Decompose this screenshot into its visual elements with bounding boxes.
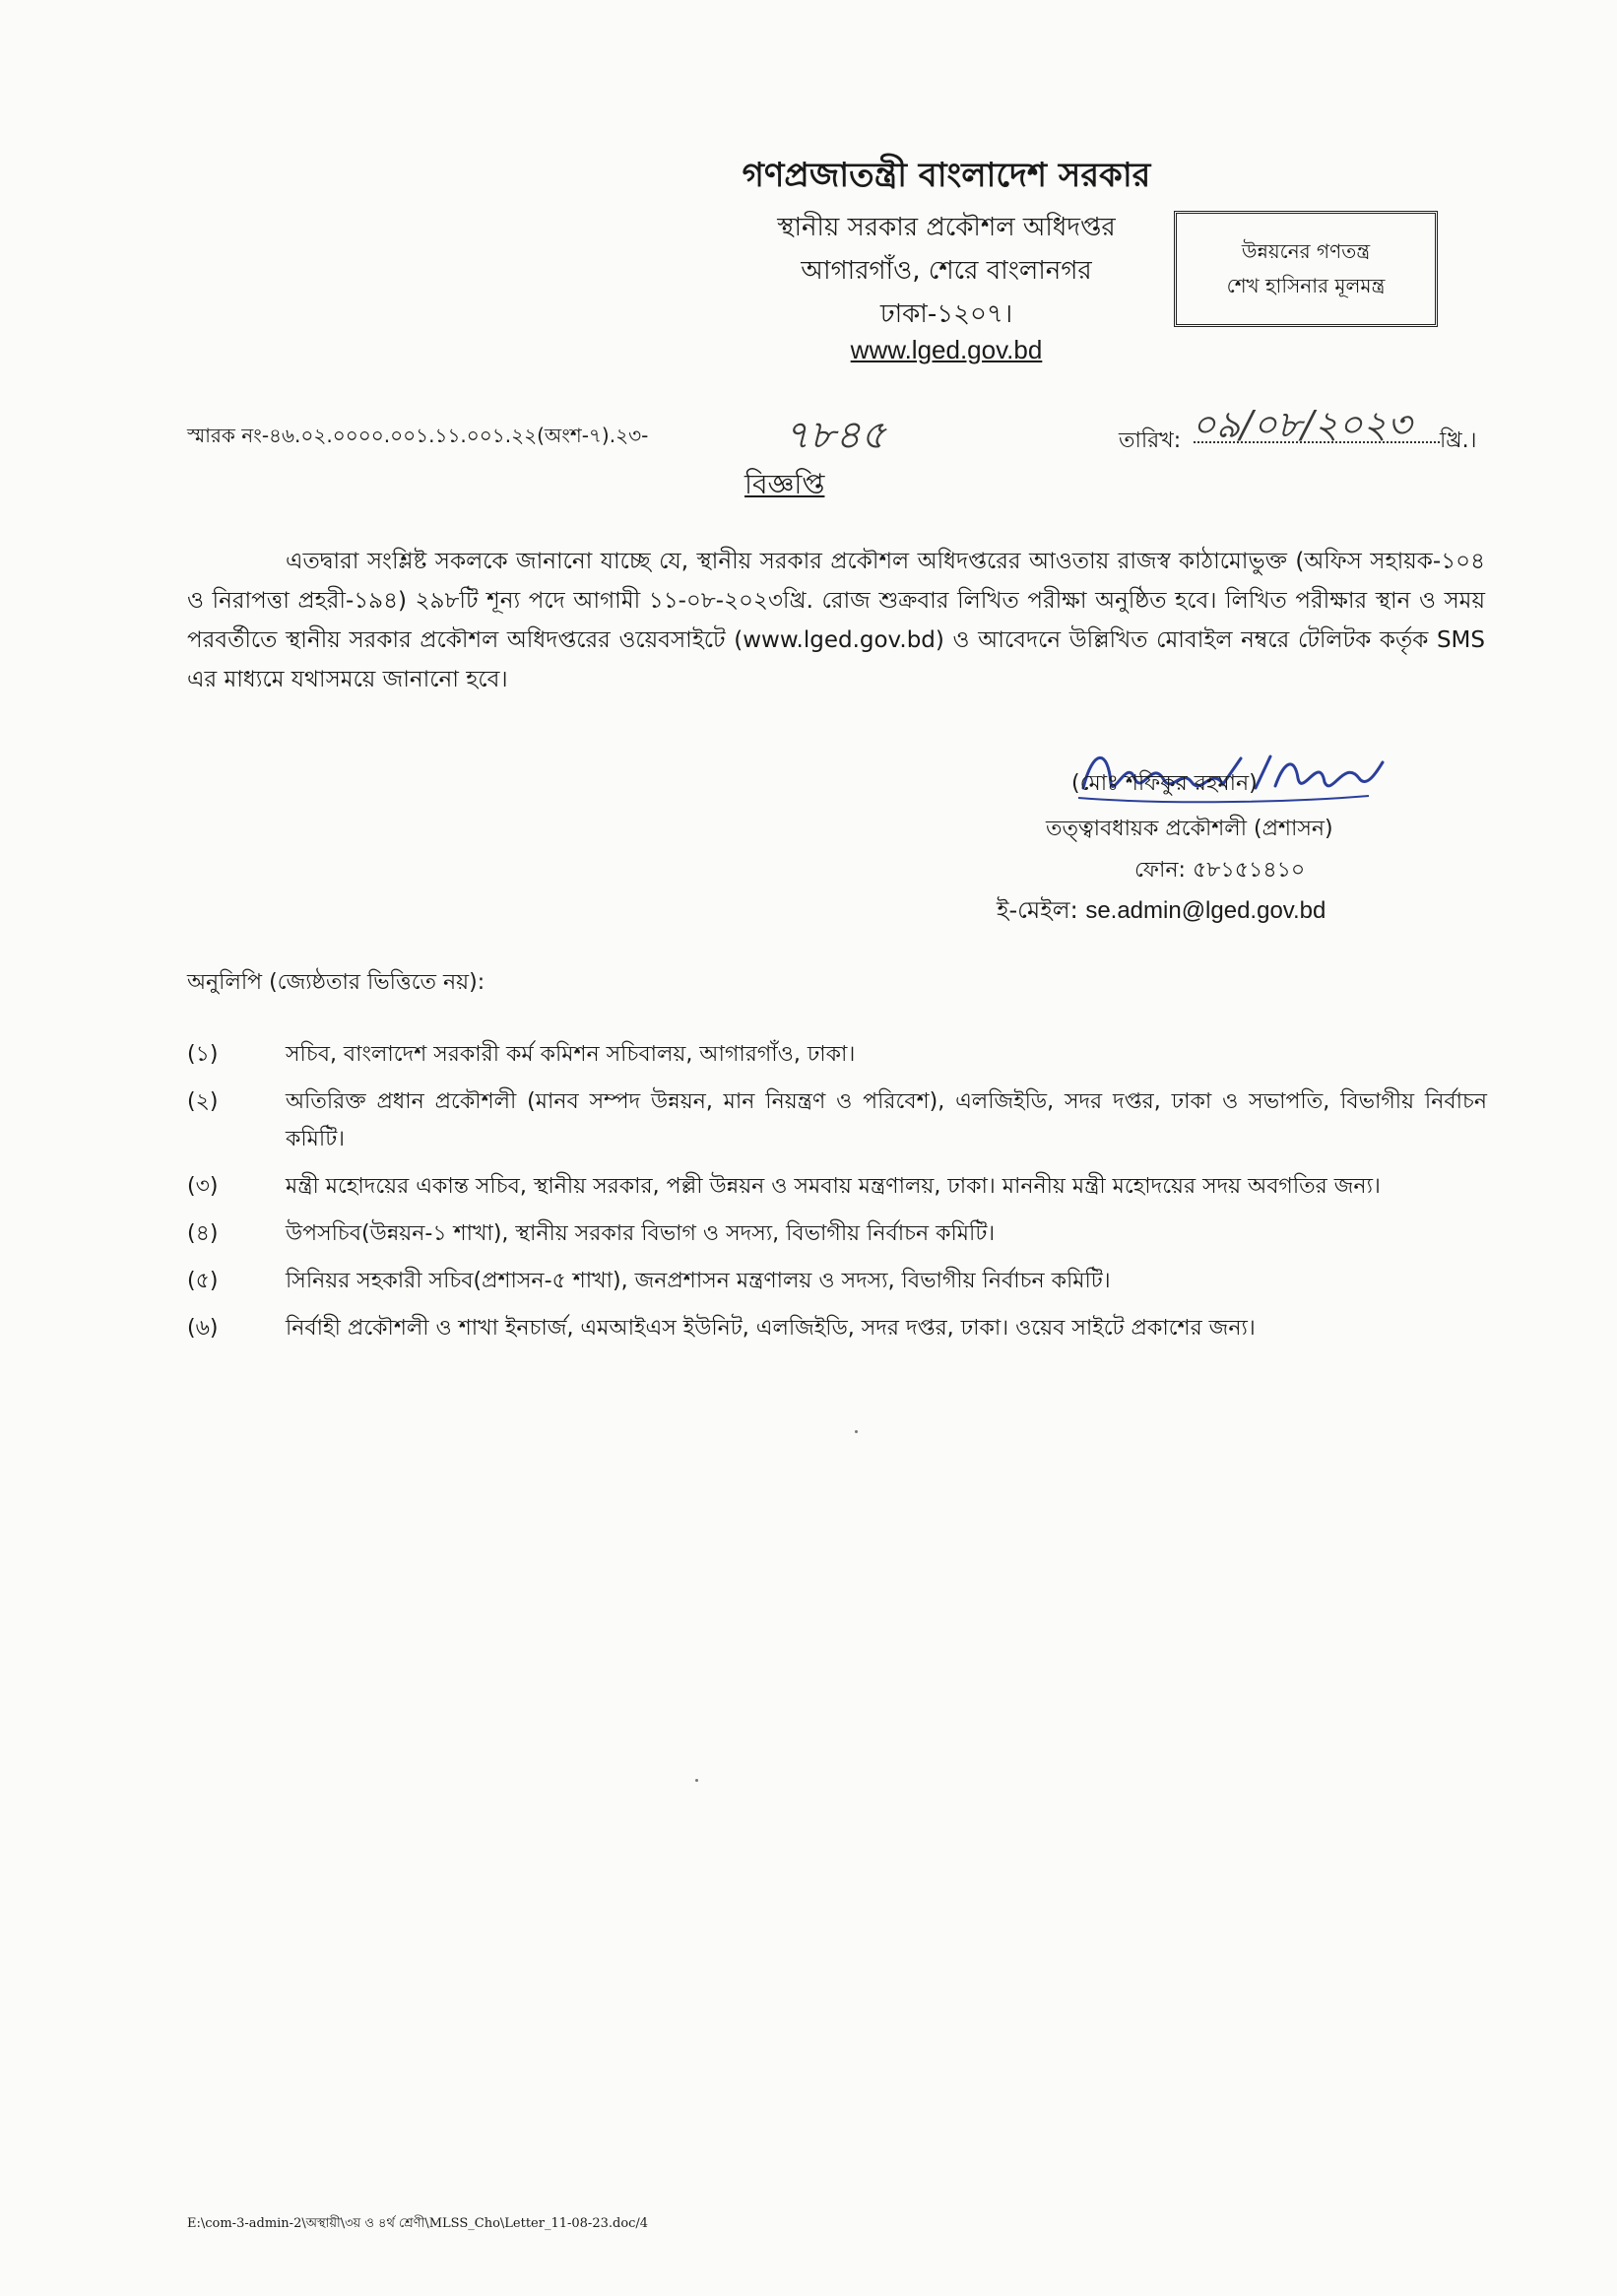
copy-item xyxy=(187,1083,1487,1158)
scan-speck xyxy=(695,1779,698,1782)
email-value[interactable]: se.admin@lged.gov.bd xyxy=(1085,897,1326,924)
date-suffix: খ্রি.। xyxy=(1440,428,1477,453)
notice-title: বিজ্ঞপ্তি xyxy=(744,468,825,500)
department-address: আগারগাঁও, শেরে বাংলানগর xyxy=(801,256,1092,286)
copy-list xyxy=(187,1036,1487,1357)
copy-item-text: উপসচিব(উন্নয়ন-১ শাখা), স্থানীয় সরকার বিভাগ ও সদস্য, বিভাগীয় নির্বাচন কমিটি। xyxy=(286,1221,996,1246)
department-name: স্থানীয় সরকার প্রকৌশল অধিদপ্তর xyxy=(777,213,1116,242)
date-dotted-line xyxy=(1194,441,1440,443)
department-website-link[interactable]: www.lged.gov.bd xyxy=(850,335,1043,364)
phone-label: ফোন: xyxy=(1134,858,1186,883)
copy-item xyxy=(187,1036,1487,1074)
notice-body: এতদ্বারা সংশ্লিষ্ট সকলকে জানানো যাচ্ছে যে, স্থানীয় সরকার প্রকৌশল অধিদপ্তরের আওতায় রাজস্ব কাঠামোভুক্ত (অফিস সহায়ক-১০৪ ও নিরাপত্তা প্রহরী-১৯৪) ২৯৮টি শূন্য পদে আগামী ১১-০৮-২০২৩খ্রি. রোজ শুক্রবার লিখিত পরীক্ষা অনুষ্ঠিত হবে। লিখিত পরীক্ষার স্থান ও সময় পরবর্তীতে স্থানীয় সরকার প্রকৌশল অধিদপ্তরের ওয়েবসাইটে (www.lged.gov.bd) ও আবেদনে উল্লিখিত মোবাইল নম্বরে টেলিটক কর্তৃক SMS এর মাধ্যমে যথাসময়ে জানানো হবে। xyxy=(187,549,1485,692)
copy-item-text: মন্ত্রী মহোদয়ের একান্ত সচিব, স্থানীয় সরকার, পল্লী উন্নয়ন ও সমবায় মন্ত্রণালয়, ঢাকা। মাননীয় মন্ত্রী মহোদয়ের সদয় অবগতির জন্য। xyxy=(286,1174,1381,1199)
slogan-line-1: উন্নয়নের গণতন্ত্র xyxy=(1241,239,1371,263)
memo-number-handwritten: ৭৮৪৫ xyxy=(784,413,886,458)
copy-item-number: (৪) xyxy=(187,1221,219,1246)
signatory-designation: তত্ত্বাবধায়ক প্রকৌশলী (প্রশাসন) xyxy=(1046,817,1333,841)
copy-item xyxy=(187,1310,1487,1347)
copy-item-text: নির্বাহী প্রকৌশলী ও শাখা ইনচার্জ, এমআইএস ইউনিট, এলজিইডি, সদর দপ্তর, ঢাকা। ওয়েব সাইটে প্রকাশের জন্য। xyxy=(286,1316,1256,1341)
signatory-email xyxy=(997,892,1326,932)
copy-item-number: (২) xyxy=(187,1089,219,1114)
date-label: তারিখ: xyxy=(1119,428,1182,453)
copy-item xyxy=(187,1168,1487,1206)
slogan-box xyxy=(1174,211,1438,327)
signatory-phone xyxy=(1134,853,1305,889)
copy-item xyxy=(187,1215,1487,1253)
copy-item-text: অতিরিক্ত প্রধান প্রকৌশলী (মানব সম্পদ উন্নয়ন, মান নিয়ন্ত্রণ ও পরিবেশ), এলজিইডি, সদর দপ্তর, ঢাকা ও সভাপতি, বিভাগীয় নির্বাচন কমিটি। xyxy=(286,1089,1487,1151)
copy-item xyxy=(187,1263,1487,1300)
phone-value: ৫৮১৫১৪১০ xyxy=(1192,858,1306,883)
copy-item-number: (১) xyxy=(187,1042,219,1067)
scan-speck xyxy=(855,1430,858,1433)
copy-item-number: (৩) xyxy=(187,1174,219,1199)
copy-item-text: সচিব, বাংলাদেশ সরকারী কর্ম কমিশন সচিবালয়, আগারগাঁও, ঢাকা। xyxy=(286,1042,856,1067)
date-handwritten: ০৯/০৮/২০২৩ xyxy=(1192,403,1412,446)
footer-file-path: E:\com-3-admin-2\অস্থায়ী\৩য় ও ৪র্থ শ্রেণী\MLSS_Cho\Letter_11-08-23.doc/4 xyxy=(187,2216,649,2231)
department-city: ঢাকা-১২০৭। xyxy=(879,299,1013,329)
email-label: ই-মেইল: xyxy=(997,896,1078,924)
slogan-line-2: শেখ হাসিনার মূলমন্ত্র xyxy=(1226,274,1386,297)
memo-number: স্মারক নং-৪৬.০২.০০০০.০০১.১১.০০১.২২(অংশ-৭).২৩- xyxy=(187,424,649,447)
copy-heading: অনুলিপি (জ্যেষ্ঠতার ভিত্তিতে নয়): xyxy=(187,970,485,995)
signatory-name: (মোঃ শফিকুর রহমান) xyxy=(1071,771,1258,796)
copy-item-text: সিনিয়র সহকারী সচিব(প্রশাসন-৫ শাখা), জনপ্রশাসন মন্ত্রণালয় ও সদস্য, বিভাগীয় নির্বাচন কমিটি। xyxy=(286,1269,1111,1293)
copy-item-number: (৫) xyxy=(187,1269,219,1293)
copy-item-number: (৬) xyxy=(187,1316,219,1341)
government-title: গণপ্রজাতন্ত্রী বাংলাদেশ সরকার xyxy=(742,156,1151,195)
